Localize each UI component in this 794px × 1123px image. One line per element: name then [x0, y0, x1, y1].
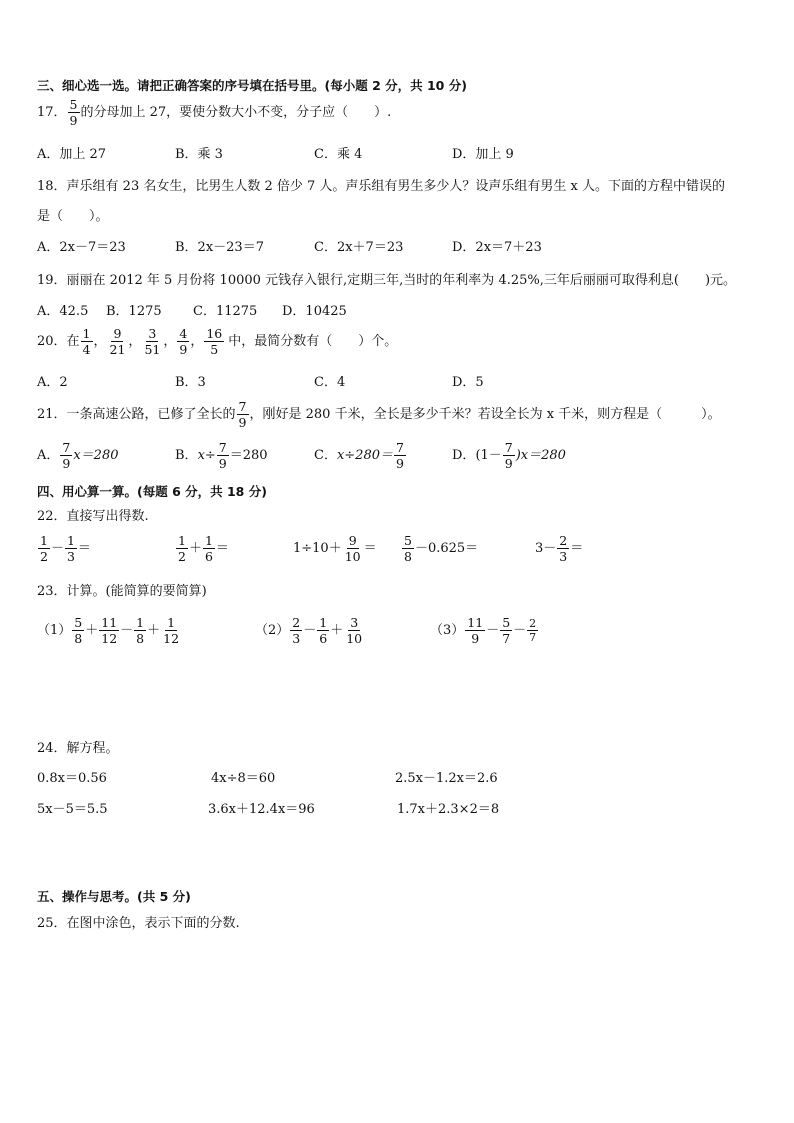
option-17-b: B．乘 3 — [175, 147, 223, 162]
comma: ， — [93, 334, 107, 350]
part-label: （3） — [430, 623, 465, 639]
q22-item-2 — [175, 534, 229, 563]
section-3-header: 三、细心选一选。请把正确答案的序号填在括号里。(每小题 2 分，共 10 分) — [37, 78, 467, 93]
option-label: B． — [175, 448, 198, 464]
question-20 — [37, 327, 397, 356]
question-21 — [37, 400, 721, 429]
operator: ＋ — [330, 623, 344, 639]
q22-item-1 — [37, 534, 91, 563]
option-expression: )x＝280 — [515, 448, 566, 464]
equals: ＝ — [77, 541, 91, 557]
operator: － — [50, 541, 64, 557]
equals: ＝ — [363, 541, 377, 557]
question-18-line-2: 是（ ）。 — [37, 209, 109, 224]
equation-4: 5x－5＝5.5 — [37, 802, 108, 817]
fraction-1-6: $\frac{1}{6}$ — [204, 533, 213, 565]
question-20-number: 20．在 — [37, 334, 80, 350]
operator: － — [303, 623, 317, 639]
comma: ， — [128, 334, 142, 350]
fraction-9-10: $\frac{9}{10}$ — [344, 533, 361, 565]
equation-5: 3.6x＋12.4x＝96 — [208, 802, 315, 817]
question-22-title: 22．直接写出得数. — [37, 509, 149, 524]
option-label: D． — [452, 448, 476, 464]
fraction: $\frac{3}{10}$ — [346, 615, 363, 647]
fraction-7-9: $\frac{7}{9}$ — [238, 399, 247, 431]
option-21-d — [452, 441, 566, 470]
fraction-2-3: $\frac{2}{3}$ — [559, 533, 568, 565]
q23-part-2 — [255, 616, 365, 645]
equation-1: 0.8x＝0.56 — [37, 771, 107, 786]
option-21-b — [175, 441, 268, 470]
option-19-d: D．10425 — [282, 304, 347, 319]
fraction: $\frac{2}{3}$ — [292, 615, 301, 647]
expression: －0.625＝ — [414, 541, 479, 557]
option-18-c: C．2x＋7＝23 — [314, 240, 404, 255]
fraction-5-8: $\frac{5}{8}$ — [404, 533, 412, 565]
operator: ＋ — [188, 541, 202, 557]
expression: 1÷10＋ — [293, 541, 342, 557]
fraction-3-51: $\frac{3}{51}$ — [144, 326, 161, 358]
q23-part-1 — [37, 616, 182, 645]
q23-part-3 — [430, 616, 539, 645]
expression: 3－ — [535, 541, 557, 557]
option-17-a: A．加上 27 — [37, 147, 107, 162]
question-19: 19．丽丽在 2012 年 5 月份将 10000 元钱存入银行,定期三年,当时的年利率为 4.25%,三年后丽丽可取得利息( )元。 — [37, 273, 737, 288]
option-expression: ＝280 — [229, 448, 268, 464]
option-18-a: A．2x－7＝23 — [37, 240, 126, 255]
option-expression: x＝280 — [73, 448, 119, 464]
equation-6: 1.7x＋2.3×2＝8 — [397, 802, 500, 817]
question-17 — [37, 98, 391, 127]
option-20-c: C．4 — [314, 375, 346, 390]
operator: － — [120, 623, 134, 639]
fraction-7-9: $\frac{7}{9}$ — [504, 440, 513, 472]
fraction-1-2: $\frac{1}{2}$ — [178, 533, 186, 565]
operator: － — [486, 623, 500, 639]
option-label: C． — [314, 448, 337, 464]
fraction: $\frac{5}{7}$ — [502, 615, 511, 647]
question-20-text: 中，最简分数有（ ）个。 — [228, 334, 398, 350]
fraction: $\frac{11}{9}$ — [467, 615, 484, 647]
option-18-d: D．2x＝7＋23 — [452, 240, 542, 255]
equals: ＝ — [215, 541, 229, 557]
option-19-c: C．11275 — [193, 304, 258, 319]
option-19-a: A．42.5 — [37, 304, 89, 319]
operator: － — [513, 623, 527, 639]
option-21-c — [314, 441, 407, 470]
option-20-b: B．3 — [175, 375, 206, 390]
option-17-d: D．加上 9 — [452, 147, 514, 162]
fraction-7-9: $\frac{7}{9}$ — [62, 440, 71, 472]
comma: ， — [190, 334, 204, 350]
question-17-text: 的分母加上 27，要使分数大小不变，分子应（ ）. — [80, 105, 392, 121]
question-18-line-1: 18．声乐组有 23 名女生，比男生人数 2 倍少 7 人。声乐组有男生多少人？设声乐组有男生 x 人。下面的方程中错误的 — [37, 179, 726, 194]
fraction-1-4: $\frac{1}{4}$ — [82, 326, 91, 358]
option-20-a: A．2 — [37, 375, 68, 390]
fraction-1-3: $\frac{1}{3}$ — [66, 533, 75, 565]
fraction: $\frac{1}{12}$ — [163, 615, 180, 647]
option-expression: x÷ — [197, 448, 216, 464]
operator: ＋ — [85, 623, 99, 639]
part-label: （2） — [255, 623, 290, 639]
q22-item-4 — [401, 534, 478, 563]
fraction: $\frac{1}{8}$ — [136, 615, 145, 647]
equation-3: 2.5x－1.2x＝2.6 — [395, 771, 498, 786]
fraction: $\frac{5}{8}$ — [74, 615, 83, 647]
question-23-title: 23．计算。(能简算的要简算) — [37, 584, 207, 599]
option-label: A． — [37, 448, 60, 464]
fraction: $\frac{2}{7}$ — [529, 616, 537, 645]
option-18-b: B．2x－23＝7 — [175, 240, 264, 255]
option-20-d: D．5 — [452, 375, 484, 390]
fraction-9-21: $\frac{9}{21}$ — [109, 326, 126, 358]
fraction-4-9: $\frac{4}{9}$ — [179, 326, 188, 358]
fraction-16-5: $\frac{16}{5}$ — [206, 326, 223, 358]
fraction-5-9: $\frac{5}{9}$ — [69, 97, 78, 129]
operator: ＋ — [147, 623, 161, 639]
question-21-number: 21．一条高速公路，已修了全长的 — [37, 407, 236, 423]
equation-2: 4x÷8＝60 — [211, 771, 276, 786]
part-label: （1） — [37, 623, 72, 639]
option-17-c: C．乘 4 — [314, 147, 363, 162]
option-19-b: B．1275 — [106, 304, 162, 319]
q22-item-3 — [293, 534, 377, 563]
question-17-number: 17． — [37, 105, 67, 121]
fraction: $\frac{11}{12}$ — [101, 615, 118, 647]
fraction: $\frac{1}{6}$ — [319, 615, 328, 647]
fraction-1-2: $\frac{1}{2}$ — [40, 533, 48, 565]
section-4-header: 四、用心算一算。(每题 6 分，共 18 分) — [37, 484, 267, 499]
question-21-text: ，刚好是 280 千米，全长是多少千米？若设全长为 x 千米，则方程是（ ）。 — [249, 407, 721, 423]
option-expression: (1－ — [475, 448, 502, 464]
q22-item-5 — [535, 534, 583, 563]
section-5-header: 五、操作与思考。(共 5 分) — [37, 889, 191, 904]
fraction-7-9: $\frac{7}{9}$ — [396, 440, 404, 472]
question-25: 25．在图中涂色，表示下面的分数. — [37, 916, 240, 931]
comma: ， — [163, 334, 177, 350]
option-21-a — [37, 441, 119, 470]
equals: ＝ — [570, 541, 584, 557]
option-expression: x÷280＝ — [336, 448, 393, 464]
question-24-title: 24．解方程。 — [37, 741, 119, 756]
fraction-7-9: $\frac{7}{9}$ — [218, 440, 227, 472]
